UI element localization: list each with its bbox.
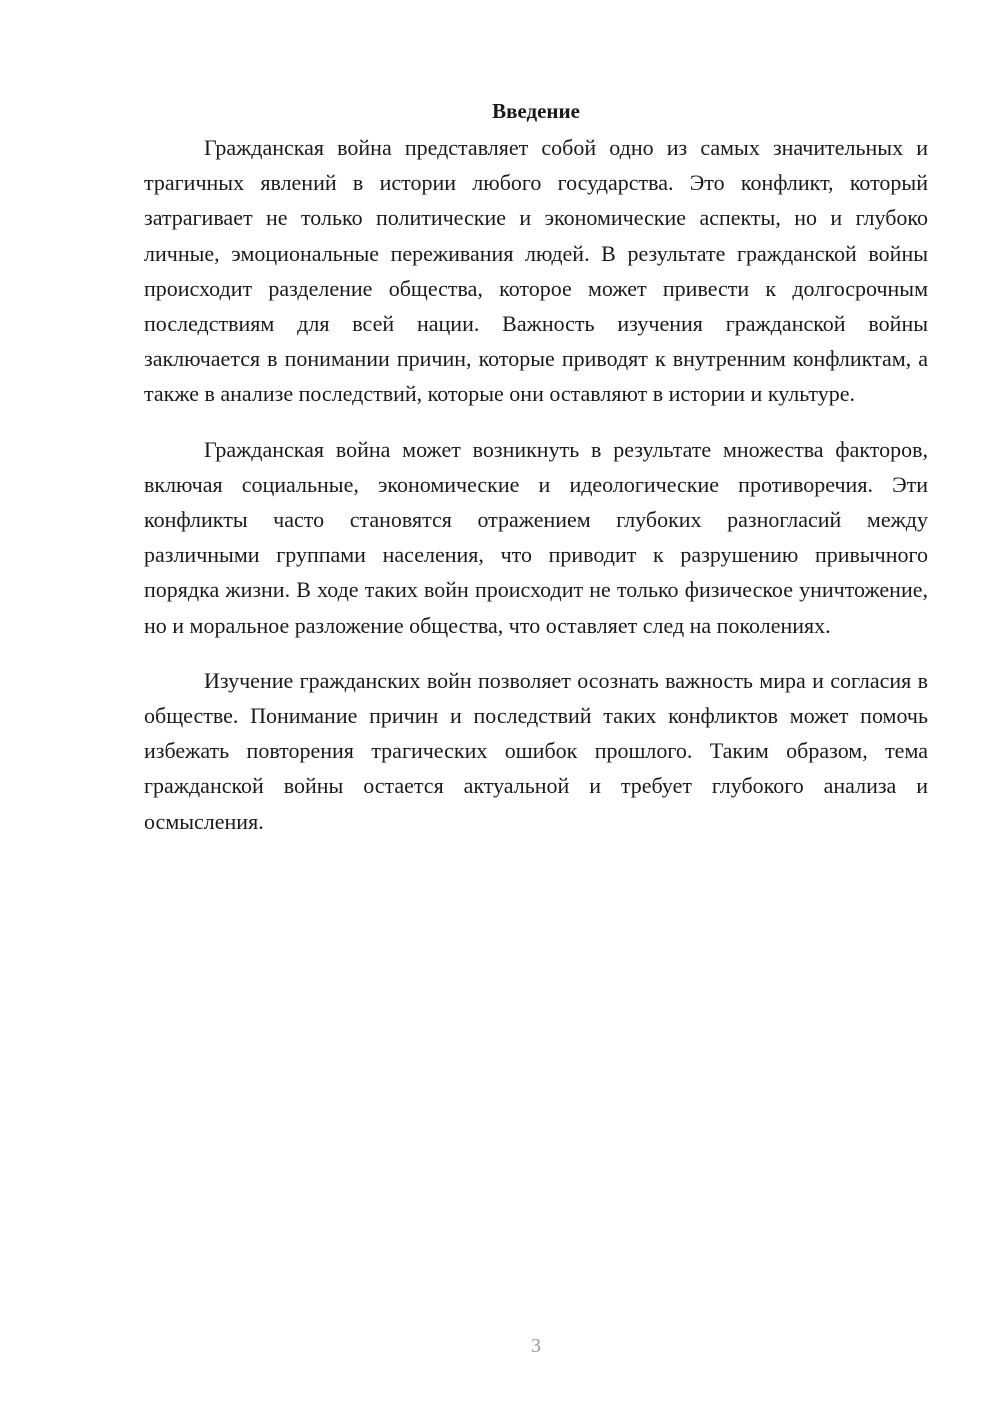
paragraph-2: Гражданская война может возникнуть в результате множества факторов, включая социальные, экономические и идеологические противоречия. Эти конфликты часто становятся отражением глубоких разногласий между различными группами населения, что приводит к разрушению привычного порядка жизни. В ходе таких войн происходит не только физическое уничтожение, но и моральное разложение общества, что оставляет след на поколениях.	[144, 436, 928, 638]
page-number: 3	[531, 1335, 541, 1357]
document-body	[144, 96, 928, 859]
paragraph-3: Изучение гражданских войн позволяет осознать важность мира и согласия в обществе. Понимание причин и последствий таких конфликтов может помочь избежать повторения трагических ошибок прошлого. Таким образом, тема гражданской войны остается актуальной и требует глубокого анализа и осмысления.	[144, 667, 928, 834]
section-heading: Введение	[492, 99, 580, 123]
paragraph-1: Гражданская война представляет собой одно из самых значительных и трагичных явлений в истории любого государства. Это конфликт, который затрагивает не только политические и экономические аспекты, но и глубоко личные, эмоциональные переживания людей. В результате гражданской войны происходит разделение общества, которое может привести к долгосрочным последствиям для всей нации. Важность изучения гражданской войны заключается в понимании причин, которые приводят к внутренним конфликтам, а также в анализе последствий, которые они оставляют в истории и культуре.	[144, 135, 928, 407]
